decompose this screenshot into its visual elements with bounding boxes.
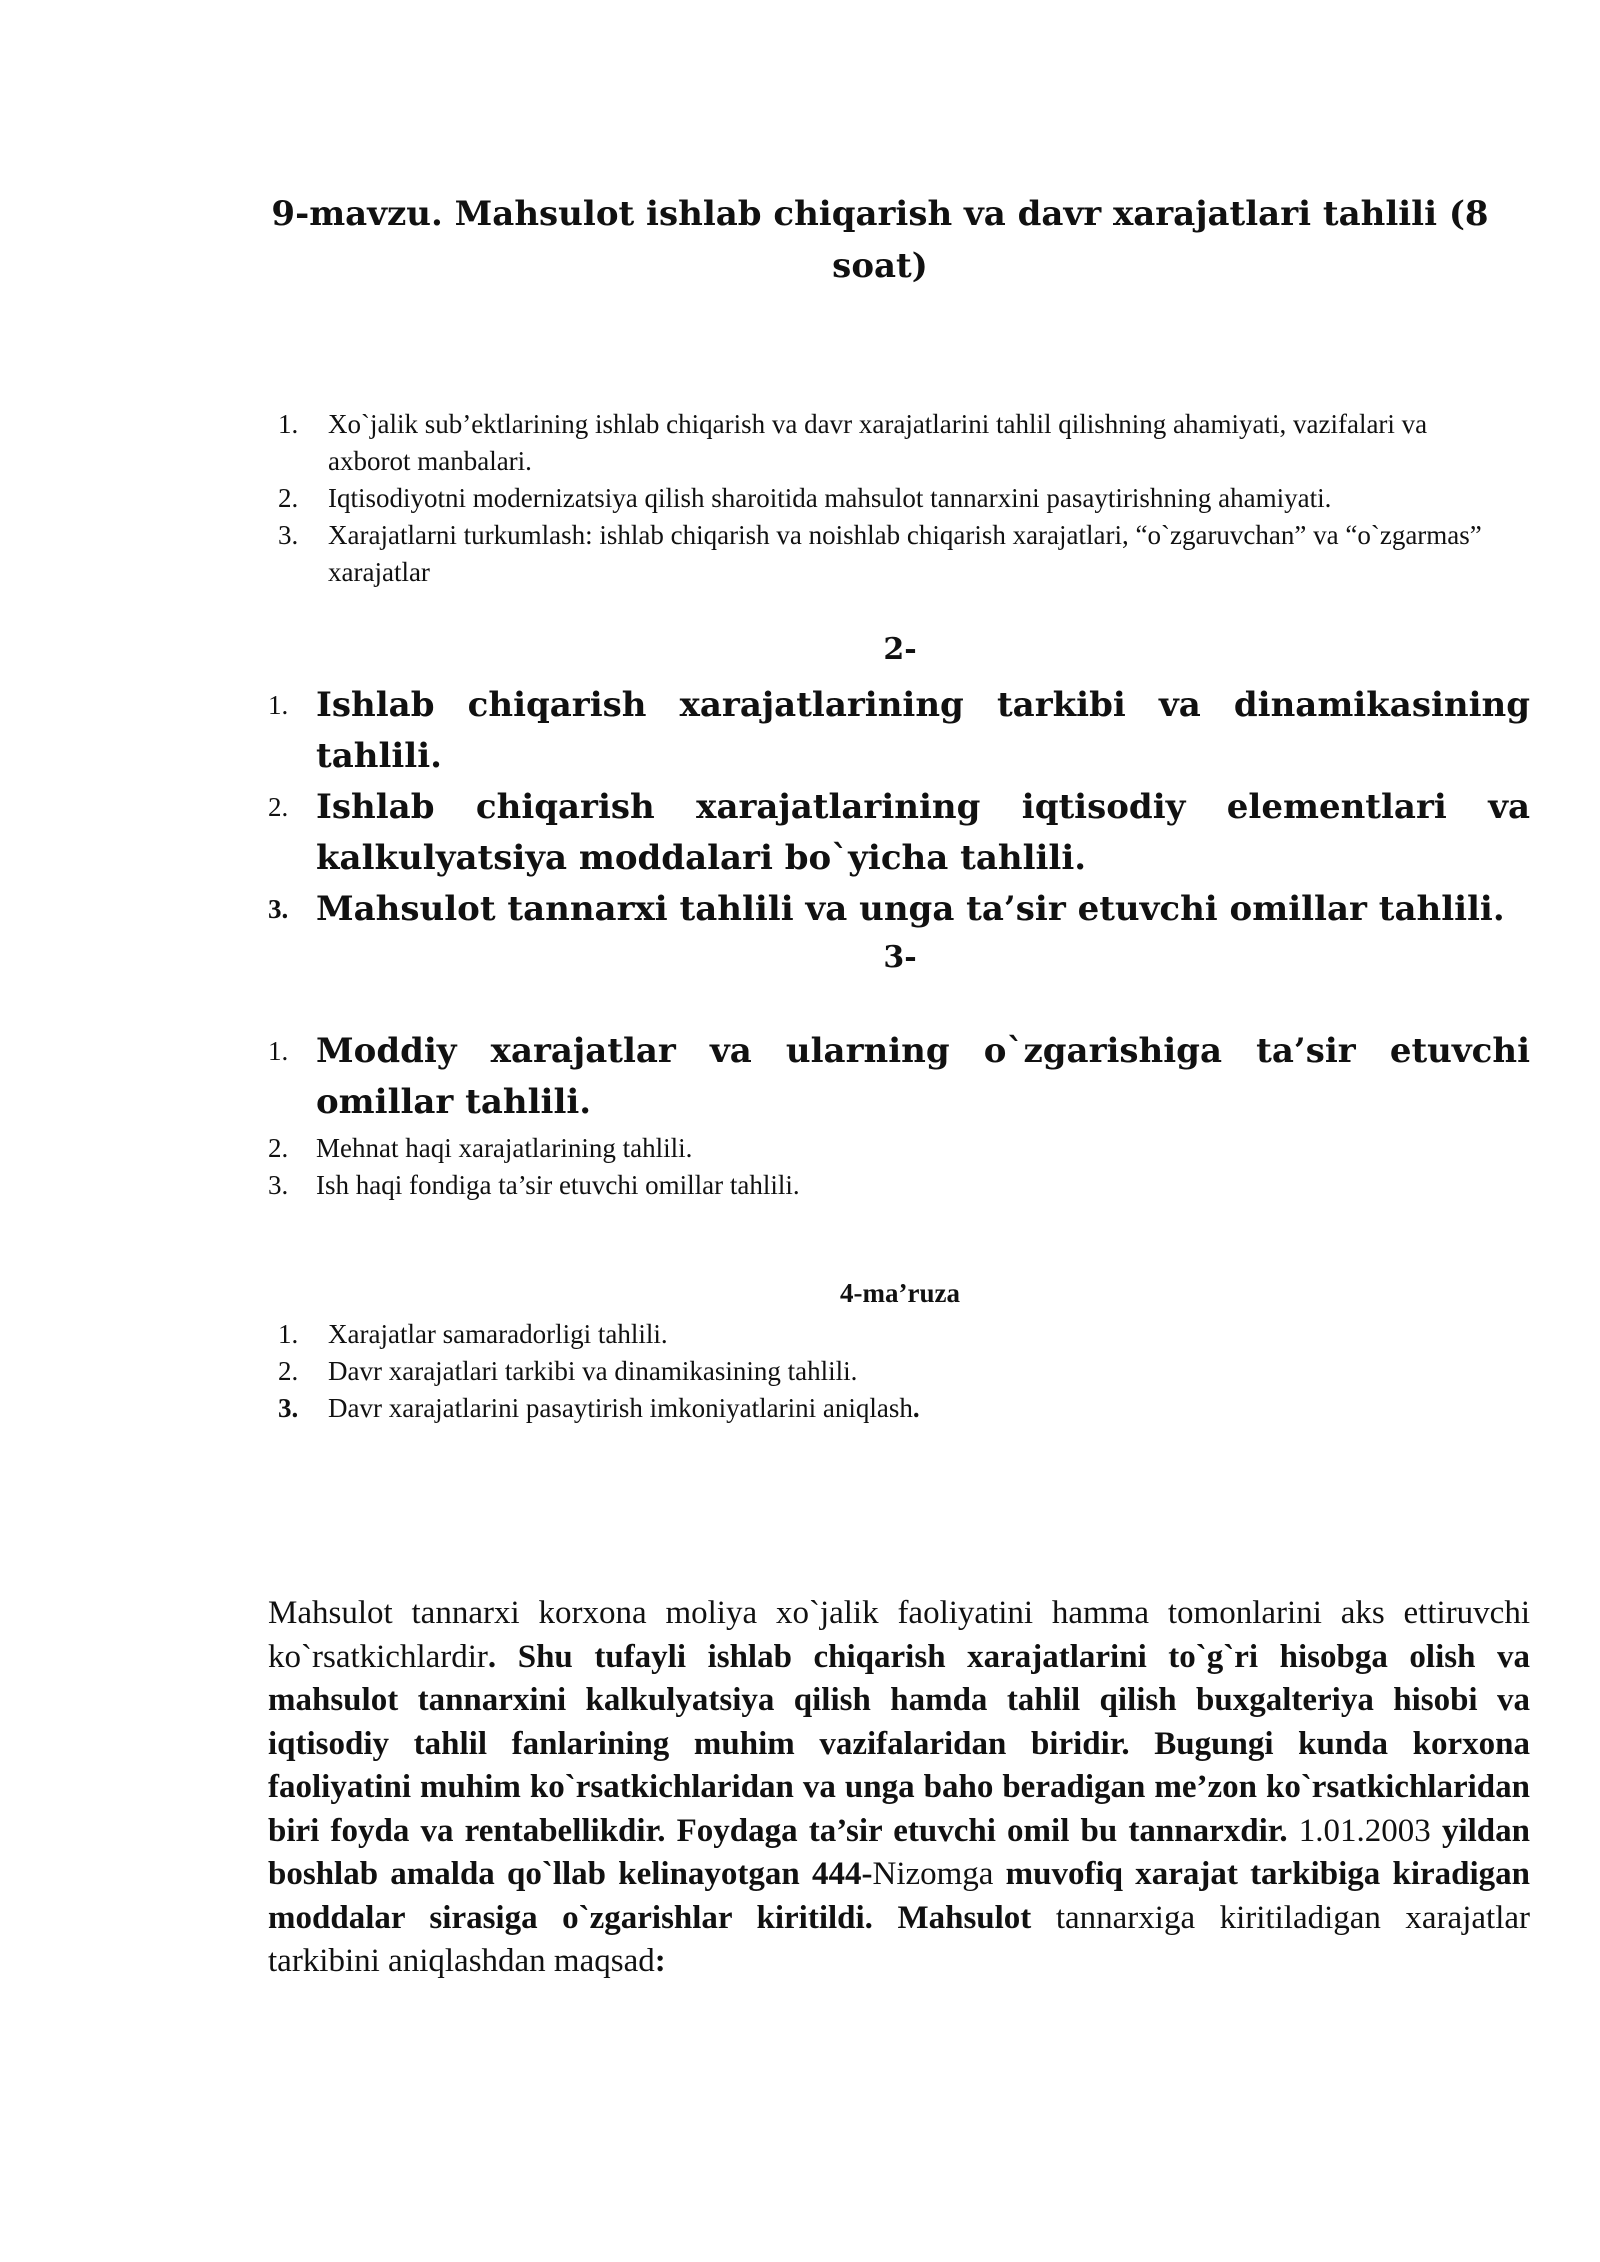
list-number: 3. [278, 520, 299, 550]
list-item [278, 480, 1500, 517]
lecture-3-list [268, 1026, 1530, 1128]
paragraph-text-bold: : [654, 1943, 666, 1979]
lecture-3-list-continued [268, 1130, 800, 1204]
lecture-4-list [278, 1316, 1500, 1427]
list-item-end: . [912, 1393, 920, 1423]
list-number: 2. [268, 792, 289, 822]
list-item-text: Davr xarajatlarini pasaytirish imkoniyatlarini aniqlash [328, 1393, 913, 1423]
section-heading: 3- [883, 940, 917, 975]
list-item [278, 517, 1500, 591]
list-item-text: Mehnat haqi xarajatlarining tahlili. [316, 1133, 693, 1163]
paragraph-text-bold: . Shu tufayli ishlab chiqarish xarajatlarini to`g`ri hisobga olish va mahsulot tannarxini kalkulyatsiya qilish hamda tahlil qilish buxgalteriya hisobi va iqtisodiy tahlil fanlarining muhim vazifalaridan biridir. Bugungi kunda korxona faoliyatini muhim ko`rsatkichlaridan va unga baho beradigan me’zon ko`rsatkichlaridan biri foyda va rentabellikdir. Foydaga ta’sir etuvchi omil bu tannarxdir. [268, 1638, 1530, 1849]
list-number: 3. [268, 1170, 289, 1200]
list-item [268, 1130, 800, 1167]
paragraph-text-bold: yildan boshlab amalda qo`llab kelinayotgan 444- [268, 1812, 1531, 1892]
list-number: 1. [278, 1319, 299, 1349]
list-item-text: Moddiy xarajatlar va ularning o`zgarishiga ta’sir etuvchi omillar tahlili. [316, 1031, 1530, 1122]
list-number: 3. [278, 1393, 299, 1423]
paragraph-text-bold: muvofiq xarajat tarkibiga kiradigan moddalar sirasiga o`zgarishlar kiritildi. Mahsulot [268, 1856, 1531, 1936]
list-item [268, 680, 1530, 782]
list-item [278, 1353, 1500, 1390]
paragraph-text: tannarxiga kiritiladigan xarajatlar tarkibini aniqlashdan maqsad [268, 1899, 1530, 1979]
paragraph-text: Mahsulot tannarxi korxona moliya xo`jalik faoliyatini hamma tomonlarini aks ettiruvchi ko`rsatkichlardir [268, 1595, 1530, 1675]
list-item [278, 1390, 1500, 1427]
list-item-text: Xarajatlarni turkumlash: ishlab chiqarish va noishlab chiqarish xarajatlari, “o`zgaruvchan” va “o`zgarmas” xarajatlar [328, 520, 1482, 587]
list-item [268, 1167, 800, 1204]
list-number: 2. [268, 1133, 289, 1163]
list-item [268, 1026, 1530, 1128]
section-heading: 2- [883, 632, 917, 667]
list-item-text: Mahsulot tannarxi tahlili va unga ta’sir etuvchi omillar tahlili. [316, 889, 1505, 929]
section-heading: 4-ma’ruza [840, 1278, 960, 1308]
list-item [278, 1316, 1500, 1353]
body-paragraph [268, 1592, 1530, 1984]
list-item-text: Ish haqi fondiga ta’sir etuvchi omillar tahlili. [316, 1170, 800, 1200]
list-item-text: Xarajatlar samaradorligi tahlili. [328, 1319, 668, 1349]
paragraph-text: 1.01.2003 [1287, 1812, 1442, 1849]
list-item-text: Xo`jalik sub’ektlarining ishlab chiqarish va davr xarajatlarini tahlil qilishning ahamiyati, vazifalari va axborot manbalari. [328, 409, 1428, 476]
page-title: 9-mavzu. Mahsulot ishlab chiqarish va davr xarajatlari tahlili (8 soat) [271, 194, 1489, 286]
list-item-text: Iqtisodiyotni modernizatsiya qilish sharoitida mahsulot tannarxini pasaytirishning ahamiyati. [328, 483, 1332, 513]
list-item [268, 782, 1530, 884]
list-number: 3. [268, 894, 289, 924]
list-item [278, 406, 1500, 480]
list-number: 2. [278, 483, 299, 513]
topic-questions-list [278, 406, 1500, 591]
list-item [268, 884, 1530, 935]
list-number: 1. [268, 690, 289, 720]
list-number: 1. [278, 409, 299, 439]
list-number: 2. [278, 1356, 299, 1386]
paragraph-text: Nizomga [872, 1856, 1006, 1892]
list-number: 1. [268, 1036, 289, 1066]
list-item-text: Ishlab chiqarish xarajatlarining iqtisodiy elementlari va kalkulyatsiya moddalari bo`yicha tahlili. [316, 787, 1530, 878]
list-item-text: Ishlab chiqarish xarajatlarining tarkibi va dinamikasining tahlili. [316, 685, 1530, 776]
list-item-text: Davr xarajatlari tarkibi va dinamikasining tahlili. [328, 1356, 858, 1386]
lecture-2-list [268, 680, 1530, 935]
